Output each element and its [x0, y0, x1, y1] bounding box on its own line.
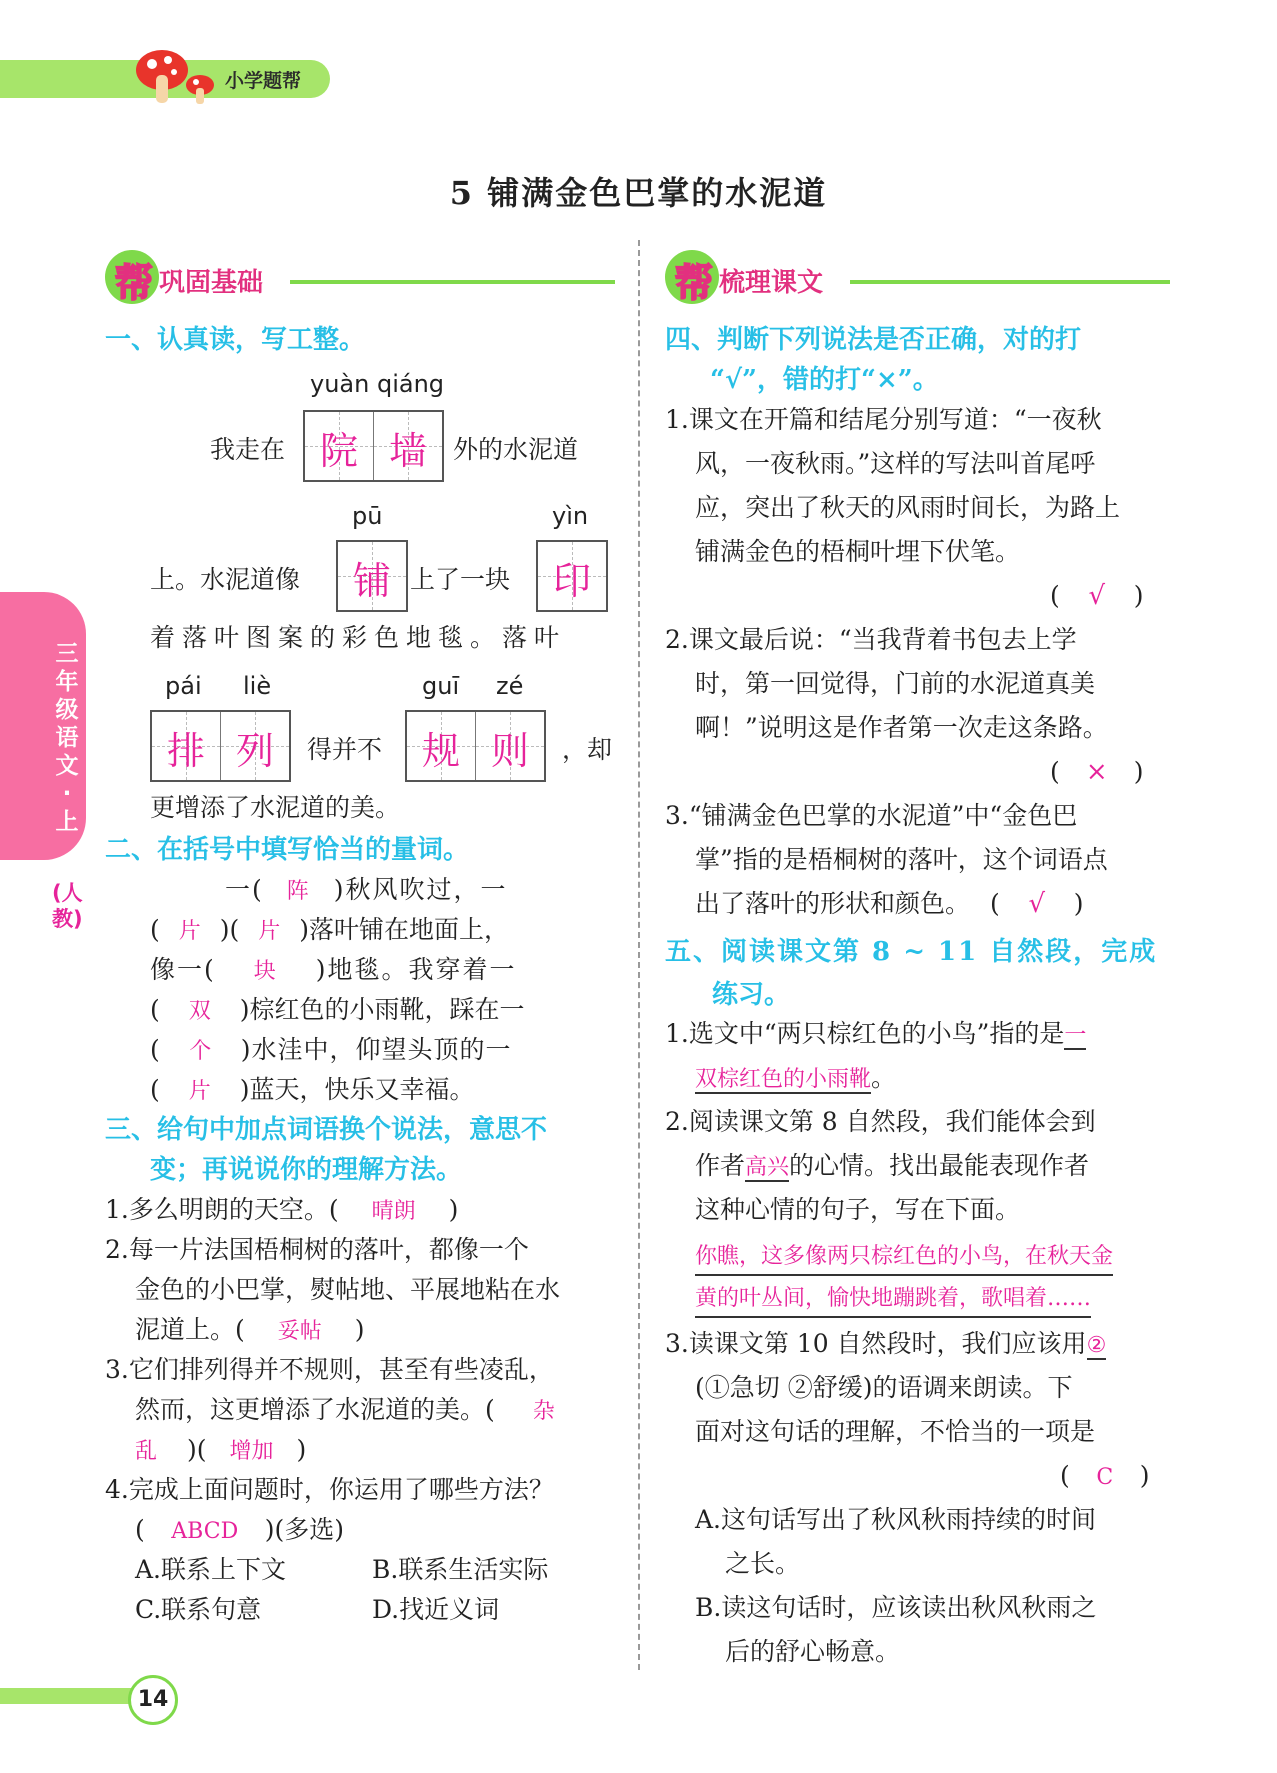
- q5-answer[interactable]: 一: [1064, 1023, 1087, 1048]
- column-divider: [638, 240, 640, 1670]
- pinyin: zé: [496, 672, 524, 700]
- q1-text: 更增添了水泥道的美。: [150, 793, 401, 822]
- answer-grid[interactable]: [405, 710, 546, 782]
- edition-label: (人教): [52, 881, 83, 931]
- q3-item: 泥道上。( 妥帖 ): [135, 1308, 365, 1354]
- option: 之长。: [725, 1549, 801, 1578]
- q5-item: 面对这句话的理解，不恰当的一项是: [695, 1417, 1096, 1446]
- q1-text: 着落叶图案的彩色地毯。落叶: [150, 623, 567, 652]
- judge-answer[interactable]: √: [1028, 889, 1046, 919]
- q3-item: 1.多么明朗的天空。( 晴朗 ): [105, 1188, 458, 1234]
- q4-item: 1.课文在开篇和结尾分别写道：“一夜秋: [665, 405, 1102, 434]
- q3-answer[interactable]: 晴朗: [371, 1199, 416, 1224]
- q5-item: 这种心情的句子，写在下面。: [695, 1195, 1021, 1224]
- answer-char: 列: [235, 729, 274, 773]
- q5-item: 作者高兴的心情。找出最能表现作者: [695, 1151, 1090, 1180]
- q3-item: ( ABCD )(多选): [135, 1508, 344, 1554]
- q3-answer[interactable]: ABCD: [171, 1519, 239, 1544]
- q2-answer[interactable]: 片: [188, 1079, 211, 1104]
- q5-heading: 练习。: [712, 980, 791, 1010]
- q2-answer[interactable]: 个: [189, 1039, 213, 1064]
- answer-char: 墙: [388, 429, 427, 473]
- q4-heading: “√”，错的打“×”。: [710, 365, 939, 395]
- q4-item: 2.课文最后说：“当我背着书包去上学: [665, 625, 1077, 654]
- section-header-right: [665, 250, 1170, 306]
- answer-grid[interactable]: [303, 410, 444, 482]
- section-line: [290, 280, 615, 284]
- pinyin: pái: [165, 672, 202, 700]
- q1-text: ，却: [562, 735, 613, 764]
- q1-text: 得并不: [307, 735, 383, 764]
- q5-answer[interactable]: 双棕红色的小雨靴: [695, 1067, 872, 1092]
- q3-answer[interactable]: 妥帖: [277, 1319, 322, 1344]
- q5-answer[interactable]: ②: [1086, 1333, 1107, 1358]
- q2-answer[interactable]: 阵: [286, 879, 311, 904]
- section-line: [850, 280, 1170, 284]
- page-number: 14: [128, 1675, 178, 1725]
- q5-item: (①急切 ②舒缓)的语调来朗读。下: [695, 1373, 1073, 1402]
- pinyin: yuàn qiáng: [310, 370, 445, 398]
- q3-heading: 三、给句中加点词语换个说法，意思不: [105, 1115, 548, 1145]
- q5-answer-line[interactable]: 你瞧，这多像两只棕红色的小鸟，在秋天金: [695, 1240, 1113, 1276]
- grade-label: 三年级语文·上: [55, 641, 79, 835]
- answer-char: 则: [490, 729, 529, 773]
- q2-line: 像一( 块 )地毯。我穿着一: [150, 948, 517, 994]
- q1-text: 我走在: [210, 435, 286, 464]
- q5-item: 3.读课文第 10 自然段时，我们应该用②: [665, 1329, 1107, 1358]
- q2-answer[interactable]: 片: [258, 919, 281, 944]
- q2-line: ( 个 )水洼中，仰望头顶的一: [150, 1028, 512, 1074]
- answer-char: 院: [319, 429, 358, 473]
- section-label: 巩固基础: [159, 268, 264, 298]
- section-badge-text: 帮: [115, 261, 154, 305]
- option: B.读这句话时，应该读出秋风秋雨之: [695, 1593, 1097, 1622]
- q2-line: 一( 阵 )秋风吹过，一: [150, 868, 610, 914]
- q2-line: ( 双 )棕红色的小雨靴，踩在一: [150, 988, 525, 1034]
- q3-item: 3.它们排列得并不规则，甚至有些凌乱，: [105, 1355, 554, 1384]
- pinyin: liè: [243, 672, 272, 700]
- option: A.这句话写出了秋风秋雨持续的时间: [695, 1505, 1097, 1534]
- q1-text: 上。水泥道像: [150, 565, 301, 594]
- q4-item: 啊！”说明这是作者第一次走这条路。: [695, 713, 1108, 742]
- q2-answer[interactable]: 片: [178, 919, 201, 944]
- pinyin: pū: [352, 502, 383, 530]
- section-label: 梳理课文: [719, 268, 824, 298]
- q4-heading: 四、判断下列说法是否正确，对的打: [665, 325, 1082, 355]
- q4-item: 铺满金色的梧桐叶埋下伏笔。: [695, 537, 1021, 566]
- section-badge-text: 帮: [675, 261, 714, 305]
- answer-grid[interactable]: [536, 540, 608, 612]
- q5-item: 1.选文中“两只棕红色的小鸟”指的是一: [665, 1019, 1087, 1048]
- q3-answer[interactable]: 杂: [532, 1399, 555, 1424]
- q5-heading: 五、阅读课文第 8 ~ 11 自然段，完成: [665, 937, 1158, 967]
- q3-item: 金色的小巴掌，熨帖地、平展地粘在水: [135, 1275, 561, 1304]
- answer-char: 规: [421, 729, 460, 773]
- page-title: 5 铺满金色巴掌的水泥道: [449, 174, 828, 212]
- q4-item: 掌”指的是梧桐树的落叶，这个词语点: [695, 845, 1108, 874]
- answer-char: 印: [552, 559, 591, 603]
- pinyin: guī: [422, 672, 460, 700]
- q3-item: 乱 )( 增加 ): [135, 1428, 306, 1474]
- q4-item: 应，突出了秋天的风雨时间长，为路上: [695, 493, 1121, 522]
- q3-item: 4.完成上面问题时，你运用了哪些方法？: [105, 1475, 554, 1504]
- q3-answer[interactable]: 增加: [229, 1439, 274, 1464]
- q2-answer[interactable]: 块: [253, 959, 278, 984]
- pinyin: yìn: [552, 502, 589, 530]
- option: D.找近义词: [372, 1595, 500, 1624]
- option: B.联系生活实际: [372, 1555, 549, 1584]
- q2-answer[interactable]: 双: [188, 999, 211, 1024]
- q1-text: 上了一块: [410, 565, 511, 594]
- q1-heading: 一、认真读，写工整。: [105, 325, 366, 355]
- q1-text: 外的水泥道: [453, 435, 579, 464]
- q5-item: 2.阅读课文第 8 自然段，我们能体会到: [665, 1107, 1096, 1136]
- option: 后的舒心畅意。: [725, 1637, 901, 1666]
- q2-heading: 二、在括号中填写恰当的量词。: [105, 835, 470, 865]
- q4-item: 时，第一回觉得，门前的水泥道真美: [695, 669, 1096, 698]
- q3-heading: 变；再说说你的理解方法。: [150, 1155, 463, 1185]
- answer-char: 铺: [352, 559, 391, 603]
- brand-text: 小学题帮: [225, 70, 302, 92]
- mushroom-icon: [130, 40, 220, 110]
- answer-char: 排: [166, 729, 205, 773]
- q4-item: 出了落叶的形状和颜色。 ( √ ): [695, 882, 1084, 926]
- q3-answer[interactable]: 乱: [135, 1439, 158, 1464]
- section-header-left: [105, 250, 615, 306]
- q5-item: 双棕红色的小雨靴。: [695, 1063, 897, 1092]
- q2-line: ( 片 )蓝天，快乐又幸福。: [150, 1068, 475, 1114]
- q4-item: 风，一夜秋雨。”这样的写法叫首尾呼: [695, 449, 1096, 478]
- option: A.联系上下文: [135, 1555, 287, 1584]
- q3-item: 然而，这更增添了水泥道的美。( 杂: [135, 1388, 555, 1434]
- q3-item: 2.每一片法国梧桐树的落叶，都像一个: [105, 1235, 529, 1264]
- q5-answer[interactable]: 高兴: [745, 1155, 790, 1180]
- answer-grid[interactable]: [336, 540, 408, 612]
- judge-box[interactable]: ( × ): [1050, 757, 1144, 787]
- option: C.联系句意: [135, 1595, 262, 1624]
- answer-grid[interactable]: [150, 710, 291, 782]
- choice-box[interactable]: ( C ): [1060, 1461, 1150, 1490]
- q4-item: 3.“铺满金色巴掌的水泥道”中“金色巴: [665, 801, 1078, 830]
- q5-answer-line[interactable]: 黄的叶丛间，愉快地蹦跳着，歌唱着……: [695, 1282, 1091, 1318]
- q2-line: ( 片 )( 片 )落叶铺在地面上，: [150, 908, 509, 954]
- judge-box[interactable]: ( √ ): [1050, 581, 1144, 611]
